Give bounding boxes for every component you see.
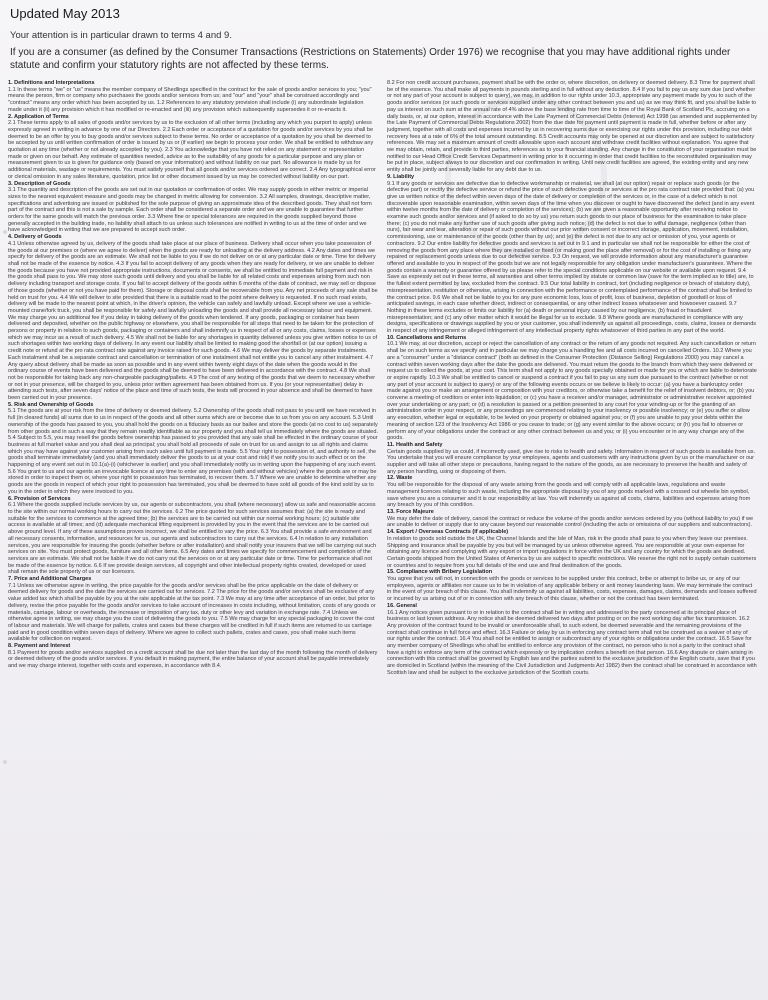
section-heading: 11. Health and Safety <box>387 441 443 448</box>
section-text: You will be responsible for the disposal of any waste arising from the goods and will comply with all applicable laws, regulations and waste management licences relating to such waste, including the appropriate disposal by you of any goods marked with a crossed out wheelie bin symbol, save where you are a consumer and it is our responsibility at law. You will indemnify us against all costs, claims, liabilities and expenses arising from any breach by you of this condition. <box>387 482 751 509</box>
section-heading: 10. Cancellations and Returns <box>387 334 467 341</box>
attention-note: Your attention is in particular drawn to terms 4 and 9. <box>10 30 232 41</box>
updated-date: Updated May 2013 <box>10 6 120 21</box>
section-text: 6.1 Where the goods supplied include services by us, our agents or subcontractors, you shall (where necessary) allow us safe and reasonable access to the site within our normal working hours to carry out the services. 6.2 The price quoted for such services assumes that: (a) the site is ready and suitable for the services to commence at the agreed time; (b) the services are to be carried out within our normal working hours; (c) suitable site access is available at all times; and (d) adequate mechanical lifting equipment is provided by you in the event that the services are to be carried out above ground level. If any of these assumptions proves incorrect, we shall be entitled to vary the price. 6.3 You shall provide a safe environment and all necessary consents, information, and resources for us, our agents and subcontractors to carry out the services. 6.4 In relation to any installation services, you are responsible for insuring the goods (whether before or after installation) and shall notify your insurers that we will be carrying out such services on site. You must protect goods, furniture and all other items. 6.5 Any dates and times we specify for commencement and completion of the services are an estimate. We shall not be liable if we do not carry out the services on or at any particular date or time. Time for performance shall not be made of the essence by notice. 6.6 If we provide design services, all copyright and other intellectual property rights created, developed or used shall remain the sole property of us or our licensors. <box>8 502 377 576</box>
section-text: 10.1 We may, at our discretion, accept or reject the cancellation of any contract or the return of any goods not required. Any such cancellation or return shall be on such terms as we specify and in particular we may charge you a handling fee and all costs incurred on cancelled Orders. 10.2 Where you are a "consumer" under a "distance contract" (both as defined in the Consumer Protection (Distance Selling) Regulations 2000) you may cancel a contract within seven working days after the date the goods are delivered. You must return the goods to the branch from which they were delivered or request us to collect the goods, at your cost. This term shall not apply to any goods specially obtained or made for you or which are liable to deteriorate or expire rapidly. 10.3 We shall be entitled to cancel or suspend a contract if you fail to pay us any sum due pursuant to the contract (whether or not any part of your account is subject to query) or any of the following events occurs or we believe is likely to occur: (a) you have a bankruptcy order made against you or make an arrangement or composition with your creditors, or otherwise take a benefit for the relief of insolvent debtors, or; (b) you convene a meeting of creditors or enter into liquidation; or (c) you have a receiver and/or manager, administrator or administrative receiver appointed over your undertaking or any part; or (d) a resolution is passed or a petition presented to any court for your winding-up or for the granting of an administration order in your respect, or any proceedings are commenced relating to your insolvency or possible insolvency; or (e) you suffer or allow any execution, whether legal or equitable, to be levied on your property or obtained against you; or (f) you are unable to pay your debts within the meaning of section 123 of the Insolvency Act 1986 or you cease to trade; or (g) any event similar to the above occurs; or (h) you fail to observe or perform any of your obligations under the contract or any other contract between us and you; or (i) you encounter or in any way change any of the goods. <box>387 341 757 442</box>
terms-section <box>8 496 378 576</box>
section-text: You agree that you will not, in connection with the goods or services to be supplied under this contract, bribe or attempt to bribe us, or any of our employees, agents or affiliates nor cause us to be in violation of any applicable bribery or anti money laundering laws. We may terminate the contract in the event of your breach of this clause. You shall indemnify us against all liabilities, costs, expenses, damages, claims, demands and losses suffered or incurred by us arising out of or in connection with any breach of this clause, whether or not the contract has been terminated. <box>387 576 757 603</box>
section-heading: 4. Delivery of Goods <box>8 234 62 241</box>
terms-section <box>387 509 757 529</box>
section-text: 8.1 Payment for goods and/or services supplied on a credit account shall be due not later than the last day of the month following the month of delivery or deemed delivery of the goods and/or services. If you default in making payment, the entire balance of your account shall be payable immediately and we may charge interest, together with costs and expenses, in accordance with 8.4. <box>8 649 378 670</box>
terms-section <box>8 181 378 235</box>
punch-hole <box>3 230 7 234</box>
section-text: Certain goods supplied by us could, if incorrectly used, give rise to risks to health and safety. Information in respect of such goods is available from us. You undertake that you will ensure compliance by your employees, agents and customers with any instructions given by us or the manufacturer or our supplier and will take all other steps or precautions, having regard to the nature of the goods, as are necessary to preserve the health and safety of any person handling, using or disposing of them. <box>387 448 756 475</box>
section-text: We may defer the date of delivery, cancel the contract or reduce the volume of the goods and/or services ordered by you (without liability to you) if we are unable to deliver or supply due to any cause beyond our reasonable control (including the acts or omissions of our suppliers and subcontractors). <box>387 515 754 529</box>
terms-section <box>8 576 378 643</box>
section-heading: 12. Waste <box>387 475 413 482</box>
section-heading: 8. Payment and Interest <box>8 643 71 650</box>
section-text: 9.1 If any goods or services are defective due to defective workmanship or material, we shall (at our option) repair or replace such goods (or the defective part) or rectify the defective service or refund the price of such defective goods or services at the pro rata contract rate provided that: (a) you give us written notice of the defect within seven days of the date of delivery or completion of the services or, in the case of a defect which is not discoverable upon reasonable examination, within seven days of the time when you discover or ought to have discovered the defect (and in any event within twelve months from the date of delivery or completion of the services); (b) we are given a reasonable opportunity after receiving notice to examine such goods and/or services and (if asked to do so by us) you return such goods to our place of business for the examination to take place there; (c) you do not make any further use of such goods after giving such notice; (d) the defect is not due to wilful damage, negligence (other than ours), fair wear and tear, alteration or repair of such goods without our prior written consent or incorrect storage, application, movement, installation, commissioning, use or maintenance of the goods (other than by us); and (e) the defect is not due to any act or omission of you, your agents or contractors. 9.2 Our entire liability for defective goods and services is set out in 9.1 and in particular we shall not be responsible for either the cost of removing the goods from any place where they are installed or fixed (or making good the place after removal) or for the cost of installing or fixing any repaired or replacement goods unless due to our defective service. 9.3 On request, we will provide information about any manufacturer's guarantee offered and available to you in respect of the goods but we are not legally responsible for any obligation under manufacturer's guarantees. Where the goods contain a warranty or guarantee offered by us please refer to the special conditions applicable on our website or available upon request. 9.4 Save as expressly set out in these terms, all warranties and other terms implied by statute or common law (save for the term implied as to title) are, to the fullest extent permitted by law, excluded from the contract. 9.5 Our total liability in contract, tort (including negligence or breach of statutory duty), misrepresentation, restitution or otherwise, arising in connection with the performance or contemplated performance of the contract shall be limited to the contract price. 9.6 We shall not be liable to you for any pure economic loss, loss of profit, loss of business, depletion of goodwill or loss of anticipated savings, in each case whether direct, indirect or consequential, or any other indirect losses whatsoever and howsoever caused. 9.7 Nothing in these terms excludes or limits our liability for (a) death or personal injury caused by our negligence, (b) fraud or fraudulent misrepresentation; and (c) any other matter which it would be illegal for us to exclude. 9.8 Where goods are manufactured in compliance with any designs, specifications or drawings supplied by you or your customer, you shall indemnify us against all proceedings, costs, claims, losses or demands in respect of any infringement or alleged infringement of any intellectual property rights whatsoever of third parties in any part of the world. <box>387 180 757 335</box>
terms-left-column <box>8 80 378 995</box>
terms-section <box>387 174 757 335</box>
terms-section <box>8 234 378 402</box>
section-text: 4.1 Unless otherwise agreed by us, delivery of the goods shall take place at our place of business. Delivery shall occur when you take possession of the goods at our premises or (where we agree to deliver) when the goods are ready for unloading at the delivery address. 4.2 Any dates and times we specify for delivery of the goods are an estimate. We shall not be liable to you if we do not deliver on or at any particular date or time. Time for delivery shall not be made of the essence by notice. 4.3 If you fail to accept delivery of any goods when they are ready for delivery, or we are unable to deliver the goods because you have not provided appropriate instructions, documents or consents, we shall be entitled to immediate full payment and risk in the goods shall pass to you. We may store such goods until delivery and you shall be liable for all related costs and expenses arising from such non delivery including transport and storage costs. If you fail to accept delivery of the goods within 6 months of the date of contract, we may sell or dispose of those goods (whether or not you have paid for them). Storage or disposal costs shall be recoverable from you. Any net proceeds of any sale shall be held on trust for you. 4.4 We will deliver to site provided that there is a suitable road to the point where delivery is requested. If no such road exists, delivery will be made to the nearest point at which, in the driver's opinion, the vehicle can safely and lawfully unload. Except where we use a vehicle-mounted crane/fork truck, you shall be responsible for safely and lawfully unloading the goods and shall provide all necessary labour and equipment. We may charge you an additional fee if you delay in taking delivery of the goods when tendered. If any goods, packaging or container has been delivered and deposited, whether on the public highway or elsewhere, you shall be responsible for all steps that need to be taken for the protection of persons or property in relation to such goods, packaging or containers and shall indemnify us in respect of all or any costs, claims, losses or expenses which we may incur as a result of such delivery. 4.5 We shall not be liable for any shortages in quantity delivered unless you give written notice to us of such shortages within two working days of delivery. In any event our liability shall be limited to making good the shortfall or (at our option) issuing a credit note or refund at the pro rata contract rate against any invoice raised for such goods. 4.6 We may deliver the goods by separate instalments. Each instalment shall be a separate contract and cancellation or termination of one instalment shall not entitle you to cancel any other instalment. 4.7 Any query about delivery shall be made as soon as possible and in any event within twenty eight days of the date when the goods would in the ordinary course of events have been delivered and the goods shall be deemed to have been delivered in accordance with the contract. 4.8 We shall not be responsible for taking back any non-chargeable packaging/pallets. 4.9 The cost of any testing of the goods that we deem to necessary whether or not in your presence, will be charged to you, unless prior written agreement has been obtained from us. If you (or your representative) delay in attending such tests, after seven days' notice of the place and time of such tests, the tests will proceed in your absence and shall be deemed to have been carried out in your presence. <box>8 240 378 402</box>
terms-section <box>8 114 378 181</box>
section-text: 2.1 These terms apply to all sales of goods and/or services by us to the exclusion of all other terms (including any which you purport to apply) unless expressly agreed in writing in advance by one of our Directors. 2.2 Each order or acceptance of a quotation for goods and/or services by you shall be deemed to be an offer by you to buy goods and/or services subject to these terms. No order or acceptance of a quotation by you shall be deemed to be accepted by us until written confirmation of order is issued by us or (if earlier) we begin to process your order. We shall be entitled to withdraw any quotation at any time (whether or not already accepted by you). 2.3 You acknowledge that you have not relied on any statement or representation made or given on our behalf. Any estimate of quantities needed, advice as to the suitability of any goods for a particular purpose and any plan or measurement given to us is given for guidance only (based on your information) and without liability on our part. No allowance is made by us for additional materials, wastage or requirements. You must satisfy yourself that all goods and/or services ordered are correct. 2.4 Any typographical error or clerical omission in any sales literature, quotation, price list or other document issued by us may be corrected without liability on our part. <box>8 120 376 180</box>
terms-right-column <box>387 80 757 995</box>
section-text: In relation to goods sold outside the UK, the Channel Islands and the Isle of Man, risk in the goods shall pass to you when they leave our premises. Shipping and insurance shall be payable by you but will be managed by us unless otherwise agreed. You are responsible at your own expense for obtaining any licence and complying with any export or import regulations in force within the UK and any country for which the goods are destined. Certain goods shipped from the United States of America by us are subject to specific restrictions. We reserve the right not to supply certain customers or countries and to require from you full details of the end use and final destination of the goods. <box>387 535 757 569</box>
section-heading: 2. Application of Terms <box>8 113 69 120</box>
section-text: 16.1 Any notices given pursuant to or in relation to the contract shall be in writing and addressed to the party concerned at its principal place of business or last known address. Any notice shall be deemed delivered two days after posting or on the next working day after fax transmission. 16.2 Any provision of the contract found to be invalid or unenforceable shall, to such extent, be deemed severable and the remaining provisions of the contract shall continue in full force and effect. 16.3 Failure or delay by us in enforcing any contract term shall not be construed as a waiver of any of our rights under the contract. 16.4 You shall not be entitled to assign or subcontract any of your rights or obligations under the contract. 16.5 Save for any member company of Shedlings who shall be entitled to enforce any provision of the contract, no person who is not a party to the contract shall have a right to enforce any term of the contract which expressly or by implication confers a benefit on that person. 16.6 Any dispute or claim arising in connection with this contract shall be governed by English law and the parties submit to the exclusive jurisdiction of the English courts, save that if you are domiciled in Scotland (within the meaning of the Civil Jurisdiction and Judgments Act 1982) then the contract shall be construed in accordance with Scottish law and shall be subject to the exclusive jurisdiction of the Scottish courts. <box>387 609 757 676</box>
section-heading: 3. Description of Goods <box>8 180 71 187</box>
terms-section <box>387 603 757 677</box>
section-heading: 1. Definitions and Interpretations <box>8 80 95 86</box>
consumer-notice: If you are a consumer (as defined by the Consumer Transactions (Restrictions on Statements) Order 1976) we recognise that you may have additional rights under statute and confirm your statutory rights are not affected by these terms. <box>10 47 731 71</box>
section-text: 1.1 In these terms "we" or "us" means the member company of Shedlings specified in the contract for the sale of goods and/or services to you; "you" means the person, firm or company who purchases the goods and/or services from us; and "our" and "your" shall be construed accordingly and "contract" means any order which has been accepted by us. 1.2 References to any statutory provision shall include (i) any subordinate legislation made under it (ii) any provision which it has modified or re-enacted and (iii) any provision which subsequently supersedes it or re-enacts it. <box>8 86 372 113</box>
section-heading: 15. Compliance with Bribery Legislation <box>387 569 493 576</box>
section-text: 3.1 The quantity and description of the goods are set out in our quotation or confirmation of order. We may supply goods in either metric or imperial sizes to the nearest equivalent measure and goods may be changed in metric allowing for conversion. 3.2 All samples, drawings, descriptive matter, specifications and advertising are issued or published for the sole purpose of giving an approximate idea of the described goods. They shall not form part of the contract and this is not a sale by sample. Each order shall be considered a separate order and we are unable to guarantee that further orders for the same goods will match the previous order. 3.3 Where fine or special tolerances are required in the goods supplied beyond those generally accepted in the building trade, no liability shall attach to us unless such tolerances are notified in writing to us at the time of order and we have acknowledged in writing that we are prepared to accept such order. <box>8 187 372 234</box>
terms-section <box>387 475 757 509</box>
terms-section <box>387 335 757 442</box>
terms-section <box>387 80 757 174</box>
terms-section <box>387 529 757 569</box>
terms-section <box>8 402 378 496</box>
section-text: 8.2 For non credit account purchases, payment shall be with the order or, where discretion, on delivery or deemed delivery. 8.3 Time for payment shall be of the essence. You shall make all payments in pounds sterling and in full without any deduction. 8.4 If you fail to pay us any sum due (and whether or not any part of your account is subject to query), we may, in addition to our rights under 10.3, appropriate any payment made by you to such of the goods and/or services (or such goods or services supplied under any other contract between you and us) as we may think fit, and you shall be liable to pay us interest on such sum at the annual rate of 4% above the base lending rate from time to time of the Royal Bank of Scotland Plc, accruing on a daily basis, or, at our option, interest in accordance with the Late Payment of Commercial Debts (Interest) Act 1998 (as amended and supplemented by the Late Payment of Commercial Debts Regulations 2002) from the due date for payment until payment is made in full, whether before or after any judgment, together with all costs and expenses incurred by us in recovering sums due or exercising our rights under this provision, including our debt recovery fees at a rate of 6% of the total amount outstanding. 8.5 Credit accounts may only be opened at our discretion and are subject to satisfactory references. We may set a maximum amount of credit allowable upon each account and withdraw credit facilities without explanation. You agree that we may obtain, retain, and provide to third parties, references as to your financial standing. Any change in the constitution of your organisation must be notified to our Head Office Credit Services Department in writing prior to it occurring in order that credit facilities to the reconstituted organisation may be put in place, subject always to our discretion and our confirmation in writing. Until new credit facilities are agreed, the existing entity and any new entity shall be jointly and severally liable for any debt due to us. <box>387 80 757 174</box>
terms-section <box>387 569 757 603</box>
section-heading: 13. Force Majeure <box>387 509 434 515</box>
punch-hole <box>3 760 7 764</box>
section-text: 7.1 Unless we otherwise agree in writing, the price payable for the goods and/or services shall be the price applicable on the date of delivery or deemed delivery for goods and the date the services are carried out for services. 7.2 The price for the goods and/or services shall be exclusive of any value added tax which shall be payable by you at the rate applicable at the tax point. 7.3 We may at any time after acceptance of an order, but prior to delivery, revise the price payable for the goods and/or services to take account of increases in costs including, without limitation, costs of any goods or materials, carriage, labour or overheads, the increase or imposition of any tax, duty or other levy and variation in exchange rate. 7.4 Unless we otherwise agree in writing, we may charge you the cost of delivering the goods to you. 7.5 We may charge for any special packaging to cover the cost of labour and materials. We will charge for pallets, crates and cases but these charges will be credited in full if such items are returned to us carriage paid and in good condition within seven days of delivery. Where we agree to collect such pallets, crates and cases, you shall make such items available for collection on request. <box>8 582 376 643</box>
section-heading: 16. General <box>387 602 417 609</box>
terms-section <box>387 442 757 476</box>
terms-section <box>8 80 378 114</box>
section-heading: 14. Export / Overseas Contracts (if applicable) <box>387 529 509 536</box>
section-heading: 6. Provision of Services <box>8 495 71 502</box>
section-heading: 9. Liability <box>387 173 415 180</box>
section-heading: 5. Risk and Ownership of Goods <box>8 401 94 408</box>
section-heading: 7. Price and Additional Charges <box>8 576 92 583</box>
terms-section <box>8 643 378 670</box>
section-text: 5.1 The goods are at your risk from the time of delivery or deemed delivery. 5.2 Ownership of the goods shall not pass to you until we have received in full (in cleared funds) all sums due to us in respect of the goods and all other sums which are or become due to us from you on any account. 5.3 Until ownership of the goods has passed to you, you shall hold the goods on a fiduciary basis as our bailee and store the goods (at no cost to us) separately from other goods and in such a way that they remain readily identifiable as our property and you shall tell us immediately where the goods are situated. 5.4 Subject to 5.5, you may resell the goods before ownership has passed to you provided that any sale shall be effected in the ordinary course of your business at full market value and you shall deal as principal; you shall hold all proceeds of sale on trust for us and assign to us all rights and claims which you may have against your customer arising from such sales until full payment is made. 5.5 Your right to possession of, and authority to sell, the goods shall terminate immediately (and you shall immediately deliver the goods to us at your cost and risk) if we notify you to such effect or on the happening of any event set out in 10.1(a)-(i) (whichever is earlier) and you shall immediately notify us in writing upon the happening of any such event. 5.6 You grant to us and our agents an irrevocable licence at any time to enter any premises (with and without vehicles) where the goods are or may be stored in order to inspect them or, where your right to possession has terminated, to recover them. 5.7 Where we are unable to determine whether any goods are the goods in respect of which your right to possession has terminated, you shall be deemed to have sold all goods of the kind sold by us to you in the order in which they were invoiced to you. <box>8 408 378 495</box>
